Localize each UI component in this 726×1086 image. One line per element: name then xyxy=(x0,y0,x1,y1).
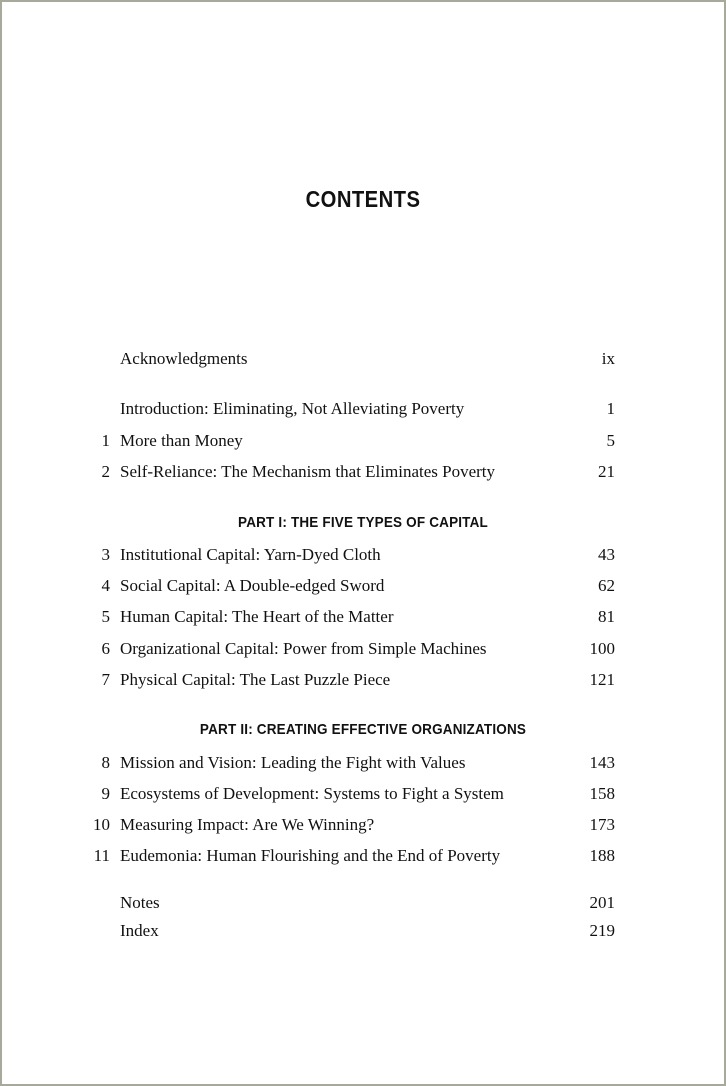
toc-chapter-number: 1 xyxy=(101,431,110,450)
toc-entry-chapter-11[interactable] xyxy=(82,844,615,868)
toc-entry-chapter-4[interactable] xyxy=(82,574,615,598)
toc-entry-page: 158 xyxy=(589,784,615,803)
toc-entry-page: 81 xyxy=(598,607,615,626)
toc-chapter-number: 3 xyxy=(101,545,110,564)
toc-entry-acknowledgments[interactable] xyxy=(82,347,615,371)
toc-entry-chapter-5[interactable] xyxy=(82,605,615,629)
page-title: CONTENTS xyxy=(305,186,421,212)
toc-entry-page: 201 xyxy=(589,893,615,912)
toc-entry-chapter-3[interactable] xyxy=(82,543,615,567)
toc-entry-label: Social Capital: A Double-edged Sword xyxy=(120,576,385,595)
toc-entry-chapter-9[interactable] xyxy=(82,782,615,806)
toc-entry-chapter-1[interactable] xyxy=(82,429,615,453)
toc-entry-label: Human Capital: The Heart of the Matter xyxy=(120,607,394,626)
toc-entry-page: 143 xyxy=(589,753,615,772)
toc-chapter-number: 5 xyxy=(101,607,110,626)
toc-entry-label: Mission and Vision: Leading the Fight with Values xyxy=(120,753,466,772)
toc-entry-page: 100 xyxy=(589,639,615,658)
toc-chapter-number: 9 xyxy=(101,784,110,803)
toc-entry-label: Notes xyxy=(120,893,160,912)
toc-entry-label: Index xyxy=(120,921,159,940)
toc-chapter-number: 6 xyxy=(101,639,110,658)
toc-chapter-number: 2 xyxy=(101,462,110,481)
toc-entry-page: 1 xyxy=(606,399,615,418)
toc-entry-page: ix xyxy=(601,349,615,368)
toc-chapter-number: 8 xyxy=(101,753,110,772)
toc-entry-label: Measuring Impact: Are We Winning? xyxy=(120,815,375,834)
toc-entry-page: 121 xyxy=(589,670,615,689)
toc-entry-chapter-8[interactable] xyxy=(82,751,615,775)
toc-entry-chapter-6[interactable] xyxy=(82,637,615,661)
toc-chapter-number: 11 xyxy=(93,846,110,865)
part-2-heading: PART II: CREATING EFFECTIVE ORGANIZATIONS xyxy=(199,721,527,738)
toc-chapter-number: 4 xyxy=(101,576,110,595)
part-1-heading: PART I: THE FIVE TYPES OF CAPITAL xyxy=(238,514,488,531)
toc-entry-page: 21 xyxy=(598,462,615,481)
toc-entry-page: 43 xyxy=(598,545,615,564)
toc-entry-label: Eudemonia: Human Flourishing and the End of Poverty xyxy=(120,846,501,865)
toc-entry-chapter-10[interactable] xyxy=(82,813,615,837)
toc-entry-label: Organizational Capital: Power from Simple Machines xyxy=(120,639,487,658)
toc-entry-label: More than Money xyxy=(120,431,243,450)
toc-entry-page: 219 xyxy=(589,921,615,940)
toc-entry-chapter-2[interactable] xyxy=(82,460,615,484)
toc-entry-label: Self-Reliance: The Mechanism that Eliminates Poverty xyxy=(120,462,496,481)
toc-entry-label: Introduction: Eliminating, Not Alleviating Poverty xyxy=(120,399,465,418)
toc-entry-introduction[interactable] xyxy=(82,397,615,421)
toc-entry-page: 5 xyxy=(606,431,615,450)
toc-chapter-number: 10 xyxy=(93,815,110,834)
toc-entry-label: Acknowledgments xyxy=(120,349,248,368)
toc-entry-label: Ecosystems of Development: Systems to Fight a System xyxy=(120,784,504,803)
toc-entry-index[interactable] xyxy=(82,919,615,943)
toc-entry-label: Institutional Capital: Yarn-Dyed Cloth xyxy=(120,545,381,564)
toc-entry-page: 188 xyxy=(589,846,615,865)
toc-entry-chapter-7[interactable] xyxy=(82,668,615,692)
toc-chapter-number: 7 xyxy=(101,670,110,689)
toc-entry-notes[interactable] xyxy=(82,891,615,915)
toc-entry-page: 62 xyxy=(598,576,615,595)
toc-entry-label: Physical Capital: The Last Puzzle Piece xyxy=(120,670,391,689)
toc-entry-page: 173 xyxy=(589,815,615,834)
